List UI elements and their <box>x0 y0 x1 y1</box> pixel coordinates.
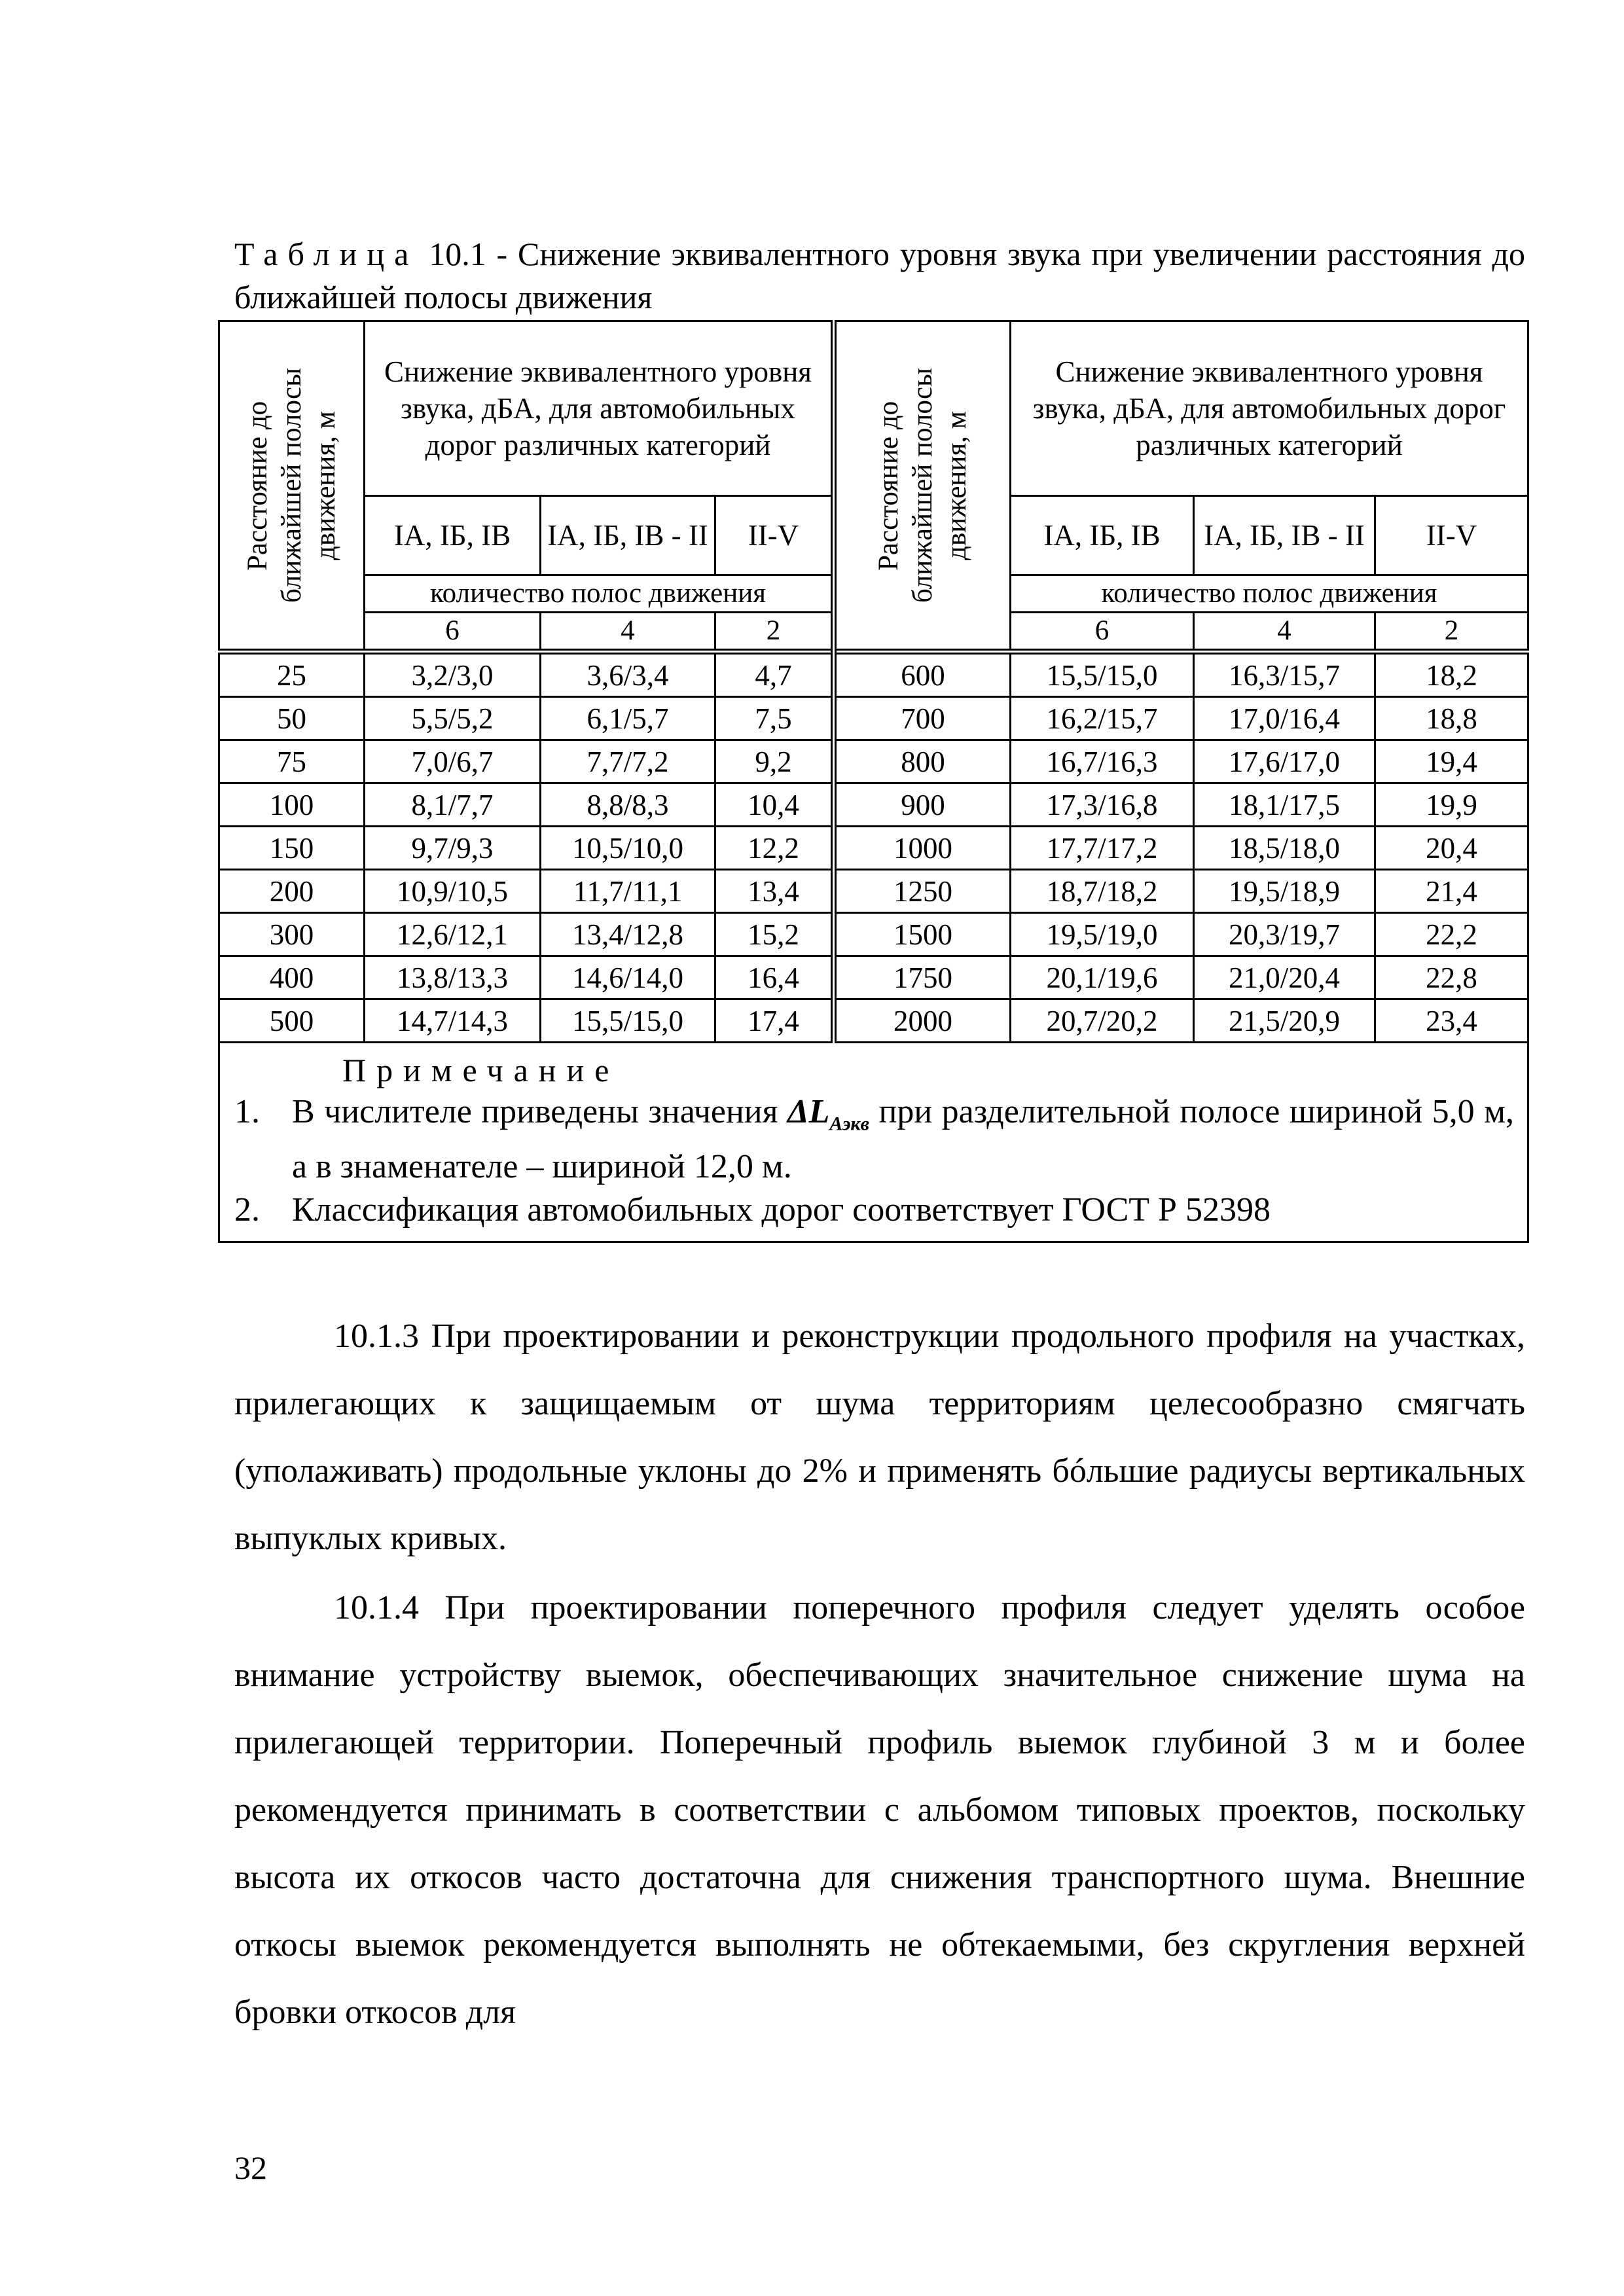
table-cell: 23,4 <box>1375 999 1528 1043</box>
table-cell: 16,4 <box>715 956 834 999</box>
table-cell: 1750 <box>834 956 1011 999</box>
table-caption <box>234 232 1525 319</box>
note-item: 1. В числителе приведены значения $\Delta L_{Аэкв}$ при разделительной полосе шириной 5,0 м, а в знаменателе – шириной 12,0 м. <box>234 1093 1515 1186</box>
table-cell: 500 <box>219 999 365 1043</box>
table-note-row <box>219 1043 1528 1242</box>
table-cell: 150 <box>219 827 365 870</box>
table-cell: 700 <box>834 697 1011 740</box>
table-cell: 18,1/17,5 <box>1194 783 1375 827</box>
table-cell: 13,4/12,8 <box>541 913 715 956</box>
lanes-count: 2 <box>1375 613 1528 652</box>
table-cell: 7,0/6,7 <box>365 740 541 783</box>
table-cell: 17,4 <box>715 999 834 1043</box>
table-cell: 14,7/14,3 <box>365 999 541 1043</box>
table-row <box>219 783 1528 827</box>
table-cell: 16,3/15,7 <box>1194 652 1375 697</box>
reduction-header-left: Снижение эквивалентного уровня звука, дБА, для автомобильных дорог различных категорий <box>365 321 834 496</box>
table-cell: 600 <box>834 652 1011 697</box>
table-row <box>219 870 1528 913</box>
lanes-label-right: количество полос движения <box>1011 575 1528 613</box>
table-cell: 10,9/10,5 <box>365 870 541 913</box>
table-cell: 800 <box>834 740 1011 783</box>
table-cell: 10,4 <box>715 783 834 827</box>
table-cell: 50 <box>219 697 365 740</box>
category-header: IA, IБ, IB <box>365 496 541 575</box>
table-cell: 20,3/19,7 <box>1194 913 1375 956</box>
table-cell: 19,9 <box>1375 783 1528 827</box>
table-cell: 75 <box>219 740 365 783</box>
table-cell: 7,5 <box>715 697 834 740</box>
paragraph-10-1-4: 10.1.4 При проектировании поперечного профиля следует уделять особое внимание устройству выемок, обеспечивающих значительное снижение шума на прилегающей территории. Поперечный профиль выемок глубиной 3 м и более рекомендуется принимать в соответствии с альбомом типовых проектов, поскольку высота их откосов часто достаточна для снижения транспортного шума. Внешние откосы выемок рекомендуется выполнять не обтекаемыми, без скругления верхней бровки откосов для <box>234 1589 1525 2031</box>
distance-header-left: Расстояние до ближайшей полосы движения, м <box>219 321 365 652</box>
table-cell: 15,2 <box>715 913 834 956</box>
table-cell: 5,5/5,2 <box>365 697 541 740</box>
table-cell: 16,7/16,3 <box>1011 740 1194 783</box>
table-cell: 10,5/10,0 <box>541 827 715 870</box>
reduction-header-right: Снижение эквивалентного уровня звука, дБА, для автомобильных дорог различных категорий <box>1011 321 1528 496</box>
table-cell: 22,8 <box>1375 956 1528 999</box>
lanes-count: 6 <box>1011 613 1194 652</box>
category-header: II-V <box>1375 496 1528 575</box>
table-cell: 17,6/17,0 <box>1194 740 1375 783</box>
table-cell: 14,6/14,0 <box>541 956 715 999</box>
table-cell: 200 <box>219 870 365 913</box>
table-cell: 18,2 <box>1375 652 1528 697</box>
category-header: II-V <box>715 496 834 575</box>
table-cell: 300 <box>219 913 365 956</box>
table-cell: 20,4 <box>1375 827 1528 870</box>
table-cell: 12,6/12,1 <box>365 913 541 956</box>
table-caption-text: 10.1 - Снижение эквивалентного уровня звука при увеличении расстояния до ближайшей полосы движения <box>234 236 1525 315</box>
table-row <box>219 999 1528 1043</box>
table-cell: 900 <box>834 783 1011 827</box>
delta-l-symbol: $\Delta L_{Аэкв}$ <box>787 1093 870 1135</box>
table-cell: 11,7/11,1 <box>541 870 715 913</box>
table-cell: 9,7/9,3 <box>365 827 541 870</box>
table-cell: 8,8/8,3 <box>541 783 715 827</box>
table-cell: 13,4 <box>715 870 834 913</box>
table-cell: 1000 <box>834 827 1011 870</box>
table-cell: 15,5/15,0 <box>541 999 715 1043</box>
table-cell: 3,2/3,0 <box>365 652 541 697</box>
table-cell: 17,7/17,2 <box>1011 827 1194 870</box>
table-cell: 16,2/15,7 <box>1011 697 1194 740</box>
noise-reduction-table <box>218 320 1529 1243</box>
table-row <box>219 913 1528 956</box>
table-row <box>219 652 1528 697</box>
table-cell: 19,4 <box>1375 740 1528 783</box>
table-cell: 6,1/5,7 <box>541 697 715 740</box>
lanes-label-left: количество полос движения <box>365 575 834 613</box>
table-cell: 8,1/7,7 <box>365 783 541 827</box>
category-header: IA, IБ, IB - II <box>541 496 715 575</box>
page-number: 32 <box>234 2149 267 2186</box>
table-cell: 19,5/19,0 <box>1011 913 1194 956</box>
lanes-count: 2 <box>715 613 834 652</box>
lanes-count: 6 <box>365 613 541 652</box>
paragraph-10-1-3: 10.1.3 При проектировании и реконструкции продольного профиля на участках, прилегающих к защищаемым от шума территориям целесообразно смягчать (уполаживать) продольные уклоны до 2% и применять бóльшие радиусы вертикальных выпуклых кривых. <box>234 1318 1525 1557</box>
table-cell: 15,5/15,0 <box>1011 652 1194 697</box>
table-cell: 100 <box>219 783 365 827</box>
table-cell: 20,7/20,2 <box>1011 999 1194 1043</box>
table-cell: 4,7 <box>715 652 834 697</box>
table-cell: 12,2 <box>715 827 834 870</box>
table-cell: 1500 <box>834 913 1011 956</box>
table-cell: 18,5/18,0 <box>1194 827 1375 870</box>
category-header: IA, IБ, IB - II <box>1194 496 1375 575</box>
table-cell: 13,8/13,3 <box>365 956 541 999</box>
table-cell: 3,6/3,4 <box>541 652 715 697</box>
table-cell: 21,4 <box>1375 870 1528 913</box>
note-item: 2. Классификация автомобильных дорог соответствует ГОСТ Р 52398 <box>234 1191 1271 1229</box>
table-cell: 17,0/16,4 <box>1194 697 1375 740</box>
table-row <box>219 956 1528 999</box>
table-cell: 19,5/18,9 <box>1194 870 1375 913</box>
table-cell: 400 <box>219 956 365 999</box>
lanes-count: 4 <box>1194 613 1375 652</box>
category-header: IA, IБ, IB <box>1011 496 1194 575</box>
table-note <box>219 1043 1528 1242</box>
table-cell: 18,7/18,2 <box>1011 870 1194 913</box>
distance-header-right: Расстояние до ближайшей полосы движения, м <box>834 321 1011 652</box>
table-caption-label: Таблица <box>234 236 419 272</box>
note-title: Примечание <box>342 1052 620 1088</box>
lanes-count: 4 <box>541 613 715 652</box>
table-cell: 21,0/20,4 <box>1194 956 1375 999</box>
table-cell: 18,8 <box>1375 697 1528 740</box>
table-row <box>219 827 1528 870</box>
table-row <box>219 697 1528 740</box>
table-cell: 21,5/20,9 <box>1194 999 1375 1043</box>
table-cell: 7,7/7,2 <box>541 740 715 783</box>
table-row <box>219 740 1528 783</box>
table-cell: 22,2 <box>1375 913 1528 956</box>
table-cell: 25 <box>219 652 365 697</box>
table-cell: 1250 <box>834 870 1011 913</box>
table-cell: 9,2 <box>715 740 834 783</box>
table-cell: 17,3/16,8 <box>1011 783 1194 827</box>
table-cell: 2000 <box>834 999 1011 1043</box>
table-cell: 20,1/19,6 <box>1011 956 1194 999</box>
